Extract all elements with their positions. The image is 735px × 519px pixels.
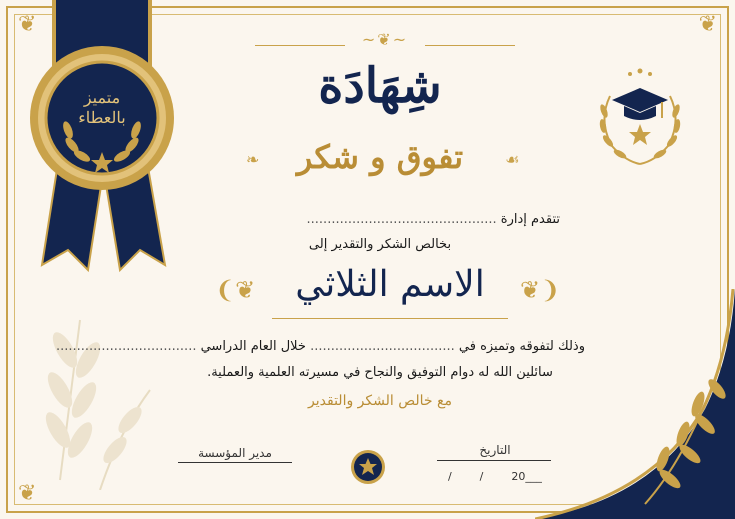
year-dots: .................................. — [55, 339, 197, 354]
presented-by-label: تتقدم إدارة — [500, 212, 560, 227]
seal-line-1: متميز — [83, 88, 121, 107]
navy-corner-swoosh — [535, 289, 735, 519]
name-ornament-left: ❨❦ — [215, 276, 256, 304]
thanks-line: بخالص الشكر والتقدير إلى — [308, 237, 452, 252]
graduation-cap-icon — [612, 88, 668, 112]
corner-ornament-top-right: ❦ — [698, 12, 717, 37]
faint-leaf-decoration — [20, 290, 170, 490]
certificate-subtitle: تفوق و شكر — [296, 138, 464, 176]
presented-by-line — [300, 212, 560, 227]
date-label: التاريخ — [479, 443, 511, 457]
top-ornament-line-right — [425, 45, 515, 46]
signature-label: مدير المؤسسة — [198, 446, 272, 460]
certificate-title: شِهَادَة — [318, 58, 442, 114]
excellence-prefix: وذلك لتفوقه وتميزه في — [458, 339, 585, 354]
wish-line: سائلين الله له دوام التوفيق والنجاح في مسيرته العلمية والعملية. — [207, 365, 553, 380]
excellence-line — [55, 339, 585, 354]
date-value: / / 20___ — [448, 470, 542, 483]
year-label: خلال العام الدراسي — [200, 339, 306, 354]
subtitle-ornament-left: ❧ — [246, 150, 260, 169]
top-center-ornament: ~❦~ — [361, 30, 409, 49]
subtitle-ornament-right: ☙ — [505, 150, 520, 169]
bottom-seal — [350, 449, 386, 485]
closing-text: مع خالص الشكر والتقدير — [308, 393, 452, 409]
recipient-name: الاسم الثلاثي — [295, 264, 485, 305]
seal-line-2: بالعطاء — [78, 108, 126, 127]
corner-ornament-bottom-left: ❦ — [18, 481, 37, 506]
name-ornament-right: ❦❩ — [520, 276, 561, 304]
excellence-dots: ................................... — [310, 339, 455, 354]
top-ornament-line-left — [255, 45, 345, 46]
ribbon-seal-badge — [30, 0, 180, 275]
presented-by-dots: .............................................. — [306, 212, 497, 227]
date-line — [437, 460, 551, 461]
seal-text — [62, 88, 142, 128]
graduation-emblem — [590, 66, 690, 166]
name-underline — [272, 318, 508, 319]
signature-line — [178, 462, 292, 463]
corner-ornament-top-left: ❦ — [18, 12, 37, 37]
